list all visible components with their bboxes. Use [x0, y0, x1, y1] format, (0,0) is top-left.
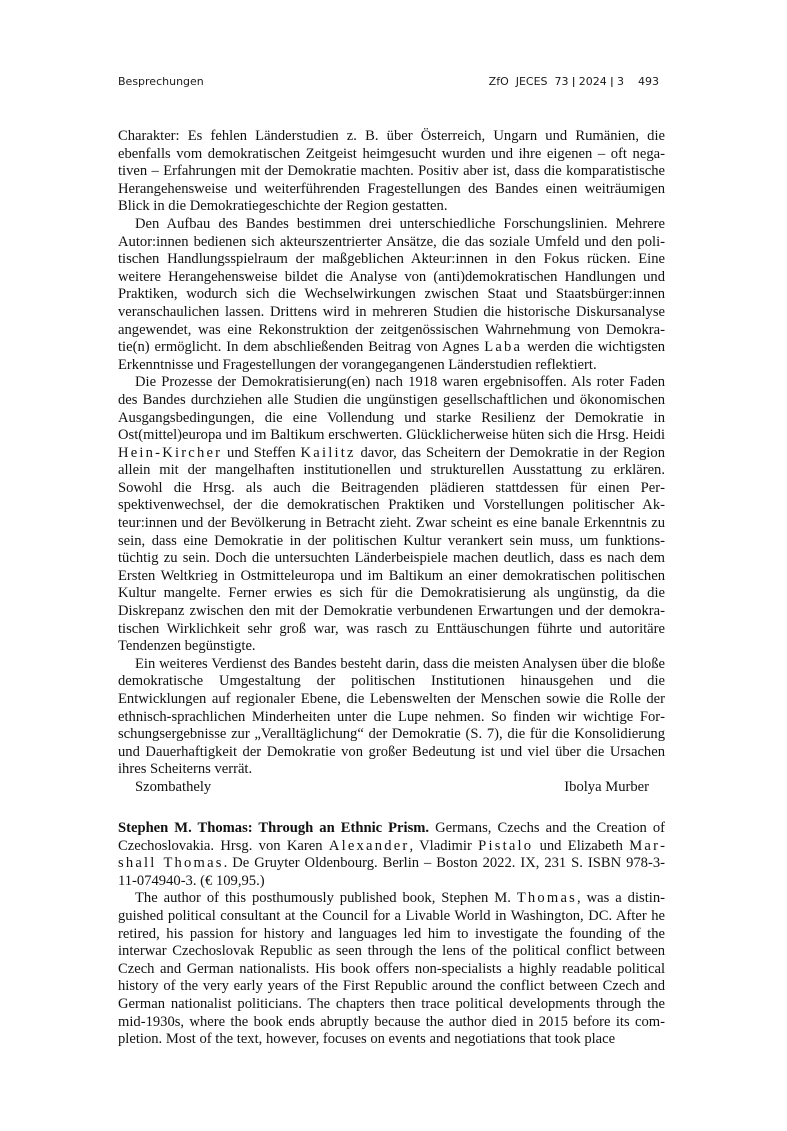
- author-name-thomas: Thomas: [516, 890, 578, 907]
- section-name: Besprechungen: [118, 75, 204, 88]
- review-body-text-b: , was a distinguished political consultant at the Council for a Livable World in Washington, DC. After he retired, his passion for history and languages led him to investigate the founding of the interwar Czechoslovak Republic as seen through the lens of the political conflict between Czech and German nationalists. His book offers non-specialists a highly readable political history of the very early years of the First Republic around the conflict between Czech and German nationalist politicians. The chapters then trace political developments through the mid-1930s, where the book ends abruptly because the author died in 2015 before its completion. Most of the text, however, focuses on events and negotiations that took place: [118, 890, 665, 1048]
- reviewer-place: Szombathely: [135, 778, 212, 795]
- review-body-paragraph: [118, 890, 665, 1048]
- journal-info: [489, 75, 659, 88]
- running-header: [118, 75, 659, 93]
- paragraph-3-text-b: und Steffen: [222, 444, 301, 461]
- editor-name-kailitz: Kailitz: [300, 444, 356, 461]
- book-publication-info: . De Gruyter Oldenbourg. Berlin – Boston 2022. IX, 231 S. ISBN 978-3-11-074940-3. (€ 109,95.): [118, 855, 665, 889]
- paragraph-3: [118, 374, 665, 656]
- review-continuation: [118, 128, 665, 797]
- journal-issue: ZfO JECES 73 ǀ 2024 ǀ 3: [488, 75, 624, 88]
- editor-separator-2: und Elizabeth: [533, 837, 630, 854]
- editor-pistalo: Pistalo: [478, 837, 534, 854]
- editor-alexander: Alexander: [328, 837, 410, 854]
- review-bibliographic-heading: [118, 820, 665, 890]
- paragraph-2: [118, 216, 665, 374]
- review-signature: [118, 779, 665, 797]
- paragraph-3-text-c: davor, das Scheitern der Demokratie in der Region allein mit der mangelhaften institutionellen und strukturellen Ausstattung zu erklären. Sowohl die Hrsg. als auch die Beitragenden plädieren stattdessen für einen Perspektivenwechsel, der die demokratischen Praktiken und Vorstellungen politischer Akteur:innen und der Bevölkerung in Betracht zieht. Zwar scheint es eine banale Erkenntnis zu sein, dass eine Demokratie in der politischen Kultur verankert sein muss, um funktionstüchtig zu sein. Doch die untersuchten Länderbeispiele machen deutlich, dass es nach dem Ersten Weltkrieg in Ostmitteleuropa und im Baltikum an einer demokratischen politischen Kultur mangelte. Ferner erwies es sich für die Demokratisierung als ungünstig, da die Diskrepanz zwischen den mit der Demokratie verbundenen Erwartungen und der demokratischen Wirklichkeit sehr groß war, was rasch zu Enttäuschungen führte und autoritäre Tendenzen begünstigte.: [118, 444, 665, 655]
- paragraph-4: Ein weiteres Verdienst des Bandes besteht darin, dass die meisten Analysen über die bloße demokratische Umgestaltung der politischen Institutionen hinausgehen und die Entwicklungen auf regionaler Ebene, die Lebenswelten der Menschen sowie die Rolle der ethnisch-sprachlichen Minderheiten unter die Lupe nehmen. So finden wir wichtige Forschungsergebnisse zur „Veralltäglichung“ der Demokratie (S. 7), die für die Konsolidierung und Dauerhaftigkeit der Demokratie von großer Bedeutung ist und viel über die Ursachen ihres Scheiterns verrät.: [118, 655, 665, 778]
- review-body-text-a: The author of this posthumously published book, Stephen M.: [135, 890, 517, 907]
- editor-marshall-thomas: Marshall Thomas: [118, 837, 666, 872]
- editor-name-hein-kircher: Hein-Kircher: [118, 444, 223, 461]
- paragraph-2-text-b: werden die wichtigsten Erkenntnisse und Fragestellungen der vorangegangenen Länderstudien reflektiert.: [118, 339, 665, 373]
- page-number: 493: [638, 75, 659, 88]
- editor-separator-1: , Vladimir: [409, 837, 479, 854]
- review-thomas: [118, 820, 665, 1049]
- paragraph-1: Charakter: Es fehlen Länderstudien z. B. über Österreich, Ungarn und Rumänien, die ebenfalls vom demokratischen Zeitgeist heimgesucht wurden und ihre eigenen – oft negativen – Erfahrungen mit der Demokratie machten. Positiv aber ist, dass die komparatistische Herangehensweise und weiterführenden Fragestellungen des Bandes einen weiträumigen Blick in die Demokratiegeschichte der Region gestatten.: [118, 128, 665, 215]
- book-subtitle: Germans, Czechs and the Creation of Czechoslovakia. Hrsg. von Karen: [118, 820, 665, 854]
- author-name-laba: Laba: [484, 339, 523, 356]
- paragraph-2-text-a: Den Aufbau des Bandes bestimmen drei unterschiedliche Forschungslinien. Mehrere Autor:innen bedienen sich akteurszentrierter Ansätze, die das soziale Umfeld und den politischen Handlungsspielraum der maßgeblichen Akteur:innen in den Fokus rücken. Eine weitere Herangehensweise bildet die Analyse von (anti)demokratischen Handlungen und Praktiken, wodurch sich die Wechselwirkungen zwischen Staat und Staatsbürger:innen veranschaulichen lassen. Drittens wird in mehreren Studien die historische Diskursanalyse angewendet, was eine Rekonstruktion der zeitgenössischen Wahrnehmung von Demokratie(n) ermöglicht. In dem abschließenden Beitrag von Agnes: [118, 215, 665, 356]
- paragraph-3-text-a: Die Prozesse der Demokratisierung(en) nach 1918 waren ergebnisoffen. Als roter Faden des Bandes durchziehen alle Studien die ungünstigen gesellschaftlichen und ökonomischen Ausgangsbedingungen, die eine Vollendung und starke Resilienz der Demokratie in Ost(mittel)europa und im Baltikum erschwerten. Glücklicherweise hüten sich die Hrsg. Heidi: [118, 374, 665, 444]
- reviewer-name: Ibolya Murber: [564, 778, 649, 795]
- book-title: Stephen M. Thomas: Through an Ethnic Prism.: [118, 820, 430, 836]
